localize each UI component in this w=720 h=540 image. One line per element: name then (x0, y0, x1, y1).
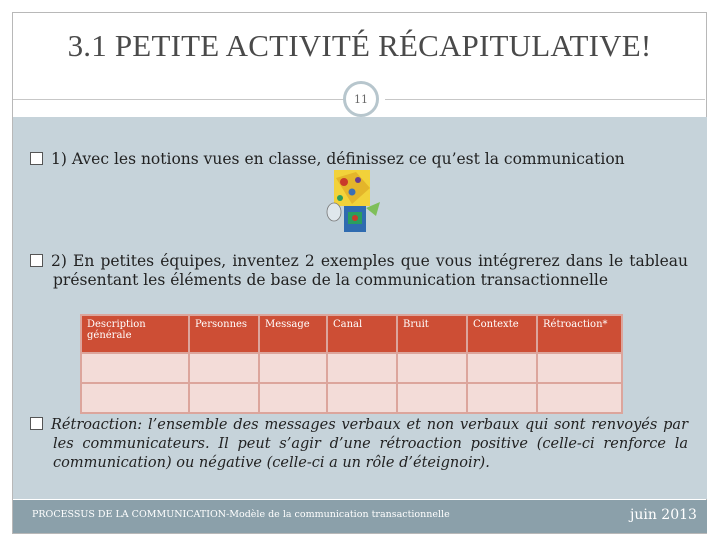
title-divider-left (13, 99, 348, 100)
slide-title: 3.1 PETITE ACTIVITÉ RÉCAPITULATIVE! (67, 28, 652, 63)
footer-title: PROCESSUS DE LA COMMUNICATION-Modèle de la communication transactionnelle (32, 509, 450, 520)
bullet-text-2: 2) En petites équipes, inventez 2 exemples que vous intégrerez dans le tableau présentant les éléments de base de la communication transactionnelle (51, 252, 688, 289)
table-header-cell: Bruit (397, 315, 467, 353)
table-cell[interactable] (259, 353, 327, 383)
table-cell[interactable] (189, 383, 259, 413)
table-header-cell: Message (259, 315, 327, 353)
table-cell[interactable] (259, 383, 327, 413)
table-cell[interactable] (327, 383, 397, 413)
table-header-cell: Description générale (81, 315, 189, 353)
title-divider-right (385, 99, 705, 100)
table-cell[interactable] (327, 353, 397, 383)
table-cell[interactable] (397, 353, 467, 383)
checkbox-square-icon (30, 152, 43, 165)
bullet-question-2 (30, 252, 688, 290)
clipart-dot-blue (349, 189, 356, 196)
table-cell[interactable] (189, 353, 259, 383)
table-row (81, 383, 622, 413)
table-cell[interactable] (81, 383, 189, 413)
table-cell[interactable] (537, 353, 622, 383)
checkbox-square-icon (30, 254, 43, 267)
clipart-face (327, 203, 341, 221)
table-header-cell: Personnes (189, 315, 259, 353)
table-cell[interactable] (397, 383, 467, 413)
table-header-cell: Contexte (467, 315, 537, 353)
note-text: Rétroaction: l’ensemble des messages verbaux et non verbaux qui sont renvoyés par les communicateurs. Il peut s’agir d’une rétroaction positive (celle-ci renforce la communication) ou négative (celle-ci a un rôle d’éteignoir). (51, 417, 688, 471)
bullet-note-retroaction (30, 416, 688, 473)
slide-number: 11 (354, 92, 368, 106)
table-row (81, 353, 622, 383)
clipart-dot-red (340, 178, 348, 186)
table-header-cell: Rétroaction* (537, 315, 622, 353)
table-cell[interactable] (537, 383, 622, 413)
checkbox-square-icon (30, 417, 43, 430)
clipart-red-dot (352, 215, 358, 221)
footer-date: juin 2013 (630, 507, 697, 523)
table-cell[interactable] (467, 383, 537, 413)
bullet-text-1: 1) Avec les notions vues en classe, définissez ce qu’est la communication (51, 150, 625, 168)
table-header-row (81, 315, 622, 353)
table-cell[interactable] (81, 353, 189, 383)
clipart-dot-purple (355, 177, 361, 183)
people-communication-clipart (326, 168, 382, 238)
table-header-cell: Canal (327, 315, 397, 353)
bullet-question-1 (30, 150, 625, 169)
clipart-dot-green (337, 195, 343, 201)
communication-elements-table (80, 314, 623, 414)
table-cell[interactable] (467, 353, 537, 383)
slide-number-badge (343, 81, 379, 117)
